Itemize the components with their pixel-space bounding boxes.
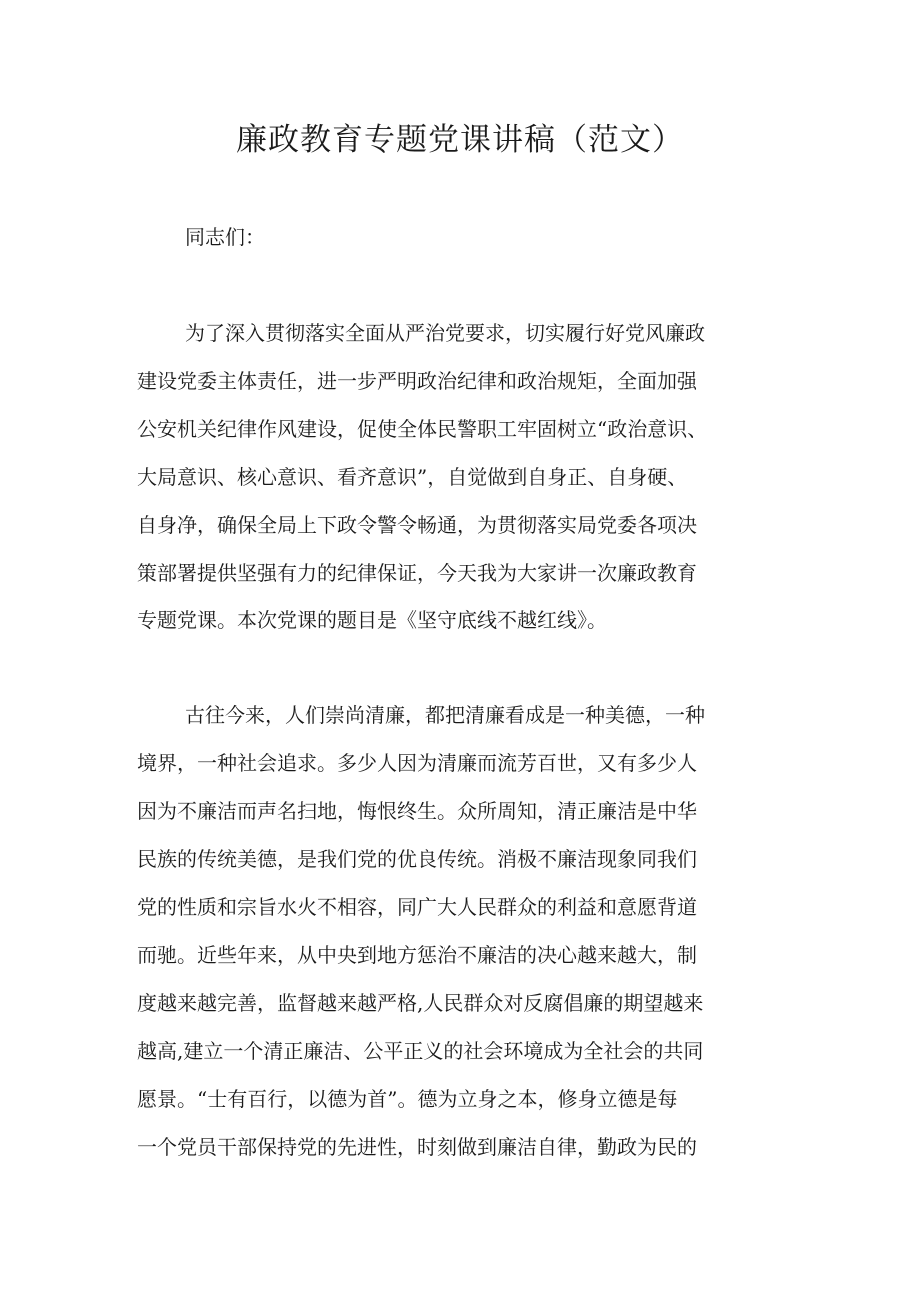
paragraph-line: 而驰。近些年来，从中央到地方惩治不廉洁的决心越来越大，制 [137, 943, 697, 967]
paragraph-line: 自身净，确保全局上下政令警令畅通，为贯彻落实局党委各项决 [137, 513, 697, 537]
paragraph-line: 大局意识、核心意识、看齐意识”，自觉做到自身正、自身硬、 [137, 465, 688, 489]
salutation: 同志们： [185, 225, 265, 249]
document-title: 廉政教育专题党课讲稿（范文） [236, 122, 684, 158]
paragraph-line: 度越来越完善，监督越来越严格,人民群众对反腐倡廉的期望越来 [137, 991, 704, 1015]
paragraph-line: 愿景。“士有百行，以德为首”。德为立身之本，修身立德是每 [137, 1087, 678, 1111]
paragraph-line: 因为不廉洁而声名扫地，悔恨终生。众所周知，清正廉洁是中华 [137, 799, 697, 823]
paragraph-line: 一个党员干部保持党的先进性，时刻做到廉洁自律，勤政为民的 [137, 1135, 697, 1159]
paragraph-line: 专题党课。本次党课的题目是《坚守底线不越红线》。 [137, 608, 607, 632]
paragraph-line: 党的性质和宗旨水火不相容，同广大人民群众的利益和意愿背道 [137, 895, 697, 919]
paragraph-line: 公安机关纪律作风建设，促使全体民警职工牢固树立“政治意识、 [137, 417, 708, 441]
paragraph-line: 建设党委主体责任，进一步严明政治纪律和政治规矩，全面加强 [137, 369, 697, 393]
paragraph-line: 境界，一种社会追求。多少人因为清廉而流芳百世，又有多少人 [137, 751, 697, 775]
paragraph-line: 古往今来，人们崇尚清廉，都把清廉看成是一种美德，一种 [185, 703, 705, 727]
paragraph-line: 为了深入贯彻落实全面从严治党要求，切实履行好党风廉政 [185, 321, 705, 345]
paragraph-line: 策部署提供坚强有力的纪律保证，今天我为大家讲一次廉政教育 [137, 561, 697, 585]
paragraph-line: 越高,建立一个清正廉洁、公平正义的社会环境成为全社会的共同 [137, 1039, 704, 1063]
paragraph-line: 民族的传统美德，是我们党的优良传统。消极不廉洁现象同我们 [137, 847, 697, 871]
